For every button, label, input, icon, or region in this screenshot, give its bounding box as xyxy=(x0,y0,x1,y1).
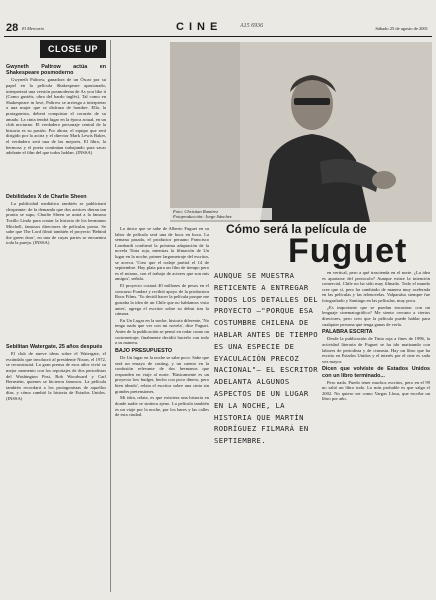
body-column-1-para-1: Lo único que se sabe de Alberto Fuguet en su labor de película será una de boca en boca. La semana pasada, el productor peruano Francisco Lombardi confirmó la próxima adaptación de la novela Tinta roja, mientras la filmación de Un lugar en la noche, primer largometraje del escritor, se acerca. 'Creo que el rodaje partirá el 14 de septiembre. Hay plata para un film de tiempo pero es el mismo, con el trabajo de actores que son mis amigos', señala. xyxy=(115,226,209,282)
photo-credit-line-2: Fotoproducción: Jorge Sánchez xyxy=(173,214,232,219)
body-column-3-para-4: Pero nada. Puedo tener muchos escritos, pero en el 99 no salió un libro todo. Lo más probable es que salga el 2002. No quiero ser como Vargas Llosa, que escribe un libro por año. xyxy=(322,379,430,402)
page-header xyxy=(4,22,432,36)
sidebar-story-2-body: La publicidad mediática también se publicitará chispeante: de la demanda que dos actrices dieran tan pronto se supo, Charlie Sheen se unirá a la famosa Tosillo Lindo para contar la historia de los hermanos Mitchell, famosos directores de películas porno. Se sabe que The Lord filmó también el proyecto 'Behind the green door', en una de cuyas partes se encuentra toda la pareja. (INSSA) xyxy=(6,201,106,246)
page-date: Sábado 25 de agosto de 2001 xyxy=(375,26,428,31)
sidebar-story-1-body: Gwyneth Paltrow, ganadora de un Óscar por su papel en la película Shakespeare apasionado, interpretará una versión posmoderna de As you like it (Como gustéis, obra del bardo inglés). Tal como en Shakespeare in love, Paltrow se arriesga a interpretar a una mujer que se disfraza de hombre. Ella, la protagonista, deberá conquistar el corazón de su amado. La cinta tendrá lugar en la época actual, en un club nocturno. El verdadero personaje central de la historia es su pasión. Por ahora, el equipo que será dirigido por la actriz y el director Mark Lewis Baker, el verdadero será una de las mejores. El libro, la hermosa y el poeta continúan trabajando para sacar adelante el film del que todos hablan. (INSSA) xyxy=(6,77,106,156)
sidebar-story-2-headline: Debilidades X de Charlie Sheen xyxy=(6,194,87,200)
body-column-1 xyxy=(115,226,209,592)
sidebar-story-3-headline: Sebilitan Watergate, 25 años después xyxy=(6,344,103,350)
sidebar-divider xyxy=(110,40,111,592)
body-subhead-3: Dicen que volviste de Estados Unidos con un libro terminado... xyxy=(322,366,430,379)
section-code: A15 6936 xyxy=(240,23,264,29)
headline-kicker: Cómo será la película de xyxy=(226,222,367,236)
body-column-1-para-3: En Un Lugar en la noche, historia diferente, 'No tengo nada que ver con mi novela', dice Fuguet. Antes de la publicación se pensó en rodar como un cortometraje; finalmente decidió hacerlo con todo a su manera. xyxy=(115,317,209,346)
page-number: 28 xyxy=(6,22,19,34)
section-title: CINE xyxy=(176,21,223,33)
body-column-1-para-5: Mi idea, relata, es que existiera una historia en donde nadie se sintiera ajeno. La película también es un viaje por la noche, por los bares y las calles de esta ciudad. xyxy=(115,395,209,418)
body-column-3-para-3: Desde la publicación de Tinta roja a fines de 1996, la actividad literaria de Fuguet se ha ido matizando con labores de periodista y de cineasta. Hay un libro que ha escrito en Estados Unidos y el interés por el cine es cada vez mayor. xyxy=(322,336,430,364)
author-photo-illustration xyxy=(170,42,432,222)
close-up-sidebar xyxy=(6,40,106,592)
body-subhead-1: BAJO PRESUPUESTO xyxy=(115,347,173,354)
header-rule xyxy=(4,36,432,37)
sidebar-story-1 xyxy=(6,62,106,190)
photo-credit-line-1: Foto: Christian Ramírez xyxy=(173,209,219,214)
sidebar-story-1-headline: Gwyneth Paltrow actúa en Shakespeare posmoderno xyxy=(6,64,106,77)
sidebar-story-3 xyxy=(6,342,106,592)
body-column-3-para-1: en vertical, pero a qué trascienda en el norte. ¿La idea es apartarse del protocolo? Aunque existe la intención comercial, Chile no ha sido muy filmado. Todo el mundo cree que sí, pero ha cambiado de manera muy acelerada en las películas y las telenovelas. Valparaíso siempre fue fotografiado y Santiago en las películas, muy poco. xyxy=(322,270,430,303)
sidebar-story-2 xyxy=(6,192,106,340)
body-subhead-2: PALABRA ESCRITA xyxy=(322,329,373,336)
headline-main: Fuguet xyxy=(288,232,408,270)
body-column-1-para-4: De Un lugar en la noche se sabe poco. Sabe que será un ensayo de casting, y un cuento en la confusión relevante de dos hermanos que responden en viaje al norte. 'Básicamente es un proyecto low budget, hecho con poco dinero, pero bien ideado', relata el escritor sobre una cinta sin grandes pretensiones. xyxy=(115,355,209,394)
sidebar-story-3-body: El club de nueve ideas sobre el Watergate, el escándalo que involucró al presidente Nixon, el 1972, se reconstruirá. La gran prensa de esos años vivió su mejor momento con los reportajes de dos periodistas del Washington Post, Bob Woodward y Carl Bernstein, quienes se hicieron famosos. La película también recordará a los protagonistas de aquellos días, y cómo cambió la historia de Estados Unidos. (INSSA) xyxy=(6,351,106,401)
author-photo xyxy=(170,42,432,222)
masthead: El Mercurio xyxy=(22,26,44,31)
photo-credit xyxy=(170,208,272,220)
body-column-3 xyxy=(322,270,430,592)
body-column-1-para-2: El proyecto costará 40 millones de pesos en el concurso Fondart y recibió apoyo de la productora Roos Films. 'Yo decidí hacer la película porque me gustaba la idea de un Chile que no habíamos visto antes', agrega el escritor sobre su debut tras la cámara. xyxy=(115,283,209,317)
close-up-banner xyxy=(40,40,106,58)
close-up-label: CLOSE UP xyxy=(47,44,98,54)
body-column-3-para-2: ¿Es importante que se puedan encontrar con un lenguaje cinematográfico? Me siento cercano a ciertos directores, pero creo que la película puede hablar para cualquier persona que tenga ganas de verla. xyxy=(322,304,430,327)
pull-quote: AUNQUE SE MUESTRA RETICENTE A ENTREGAR TODOS LOS DETALLES DEL PROYECTO —"PORQUE ESA COSTUMBRE CHILENA DE HABLAR ANTES DE TIEMPO ES UNA ESPECIE DE EYACULACIÓN PRECOZ NACIONAL"— EL ESCRITOR ADELANTA ALGUNOS ASPECTOS DE UN LUGAR EN LA NOCHE, LA HISTORIA QUE MARTÍN RODRÍGUEZ FILMARÁ EN SEPTIEMBRE. xyxy=(214,271,318,446)
